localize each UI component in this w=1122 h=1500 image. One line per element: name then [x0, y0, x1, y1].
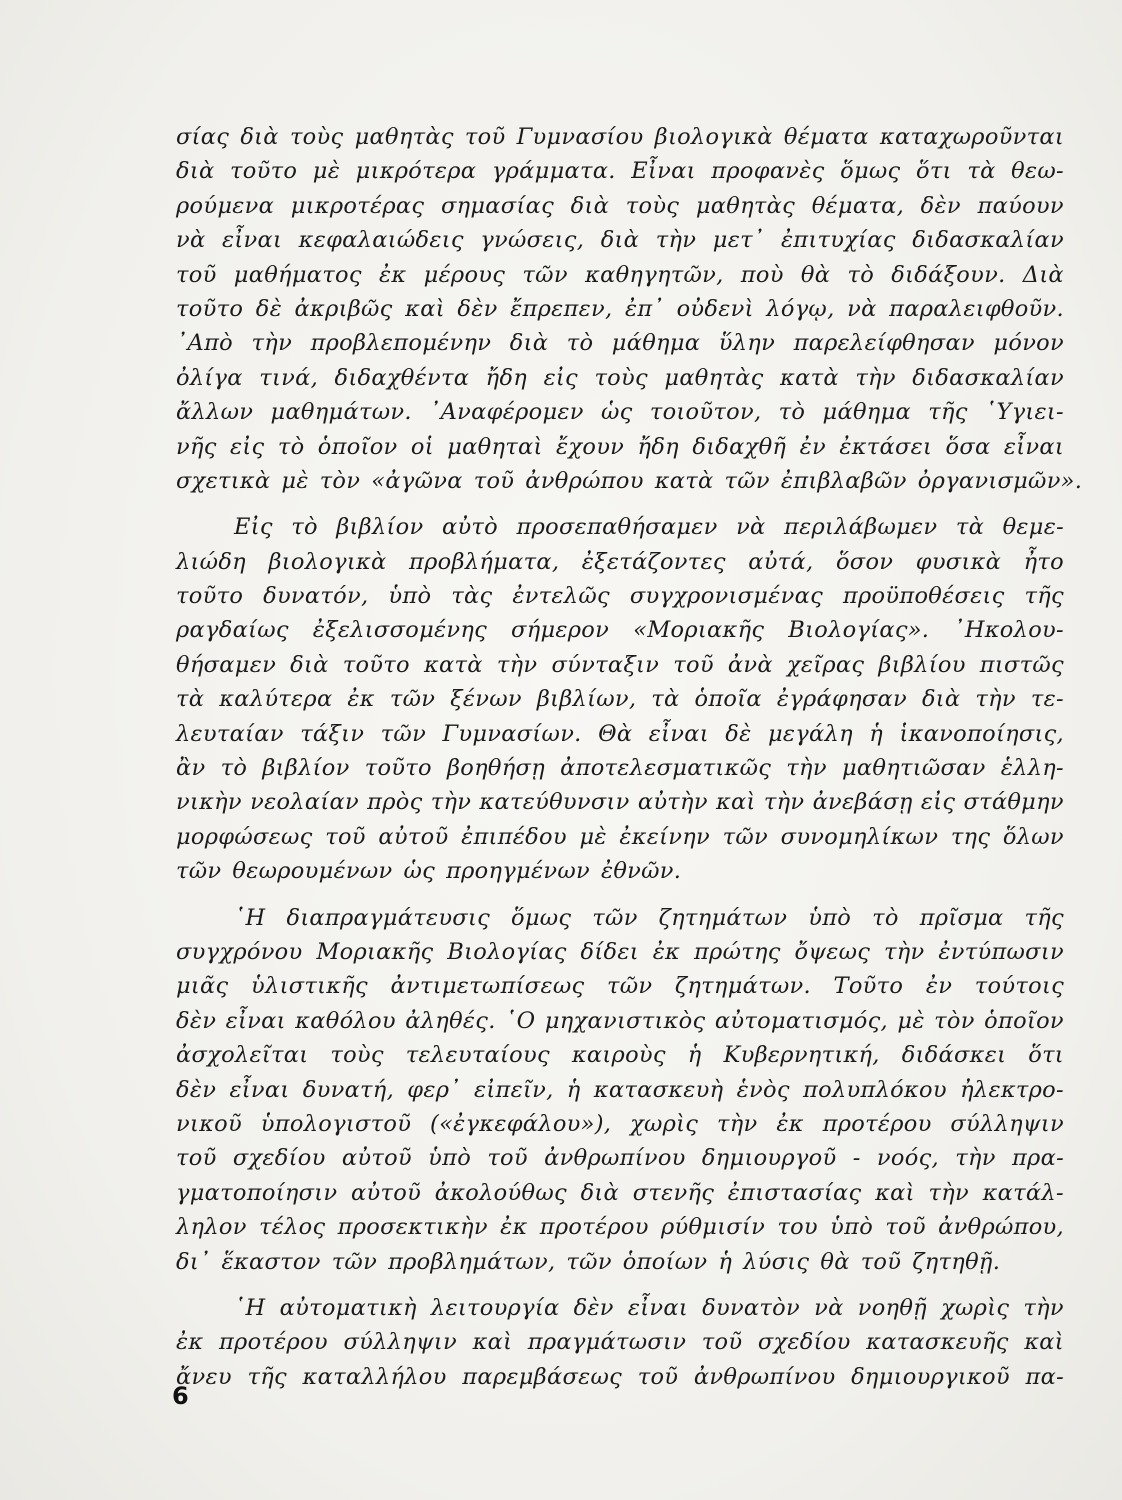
paragraph-gap: [176, 889, 1064, 901]
text-line: νικοῦ ὑπολογιστοῦ («ἐγκεφάλου»), χωρὶς τὴν ἐκ προτέρου σύλληψιν: [176, 1110, 1064, 1137]
text-line: τὰ καλύτερα ἐκ τῶν ξένων βιβλίων, τὰ ὁποῖα ἐγράφησαν διὰ τὴν τε-: [176, 686, 1064, 713]
text-line: θήσαμεν διὰ τοῦτο κατὰ τὴν σύνταξιν τοῦ ἀνὰ χεῖρας βιβλίου πιστῶς: [176, 651, 1064, 678]
paragraph-gap: [176, 498, 1064, 510]
text-line: λευταίαν τάξιν τῶν Γυμνασίων. Θὰ εἶναι δὲ μεγάλη ἡ ἱκανοποίησις,: [176, 720, 1064, 747]
text-line: ρούμενα μικροτέρας σημασίας διὰ τοὺς μαθητὰς θέματα, δὲν παύουν: [176, 192, 1064, 219]
text-line: διὰ τοῦτο μὲ μικρότερα γράμματα. Εἶναι προφανὲς ὅμως ὅτι τὰ θεω-: [176, 158, 1064, 185]
text-line: ῾Η αὐτοματικὴ λειτουργία δὲν εἶναι δυνατὸν νὰ νοηθῇ χωρὶς τὴν: [234, 1294, 1064, 1321]
paragraph: [176, 1291, 1064, 1394]
text-line: τῶν θεωρουμένων ὡς προηγμένων ἐθνῶν.: [176, 858, 682, 885]
text-line: τοῦτο δὲ ἀκριβῶς καὶ δὲν ἔπρεπεν, ἐπ᾿ οὐδενὶ λόγῳ, νὰ παραλειφθοῦν.: [176, 295, 1064, 322]
paragraph: [176, 901, 1064, 1279]
text-line: ληλον τέλος προσεκτικὴν ἐκ προτέρου ρύθμισίν του ὑπὸ τοῦ ἀνθρώπου,: [176, 1214, 1064, 1241]
text-line: δι᾿ ἕκαστον τῶν προβλημάτων, τῶν ὁποίων ἡ λύσις θὰ τοῦ ζητηθῇ.: [176, 1248, 1001, 1275]
text-line: νῆς εἰς τὸ ὁποῖον οἱ μαθηταὶ ἔχουν ἤδη διδαχθῆ ἐν ἐκτάσει ὅσα εἶναι: [176, 433, 1064, 460]
text-line: ἂν τὸ βιβλίον τοῦτο βοηθήσῃ ἀποτελεσματικῶς τὴν μαθητιῶσαν ἑλλη-: [176, 755, 1064, 782]
body-text: [176, 120, 1083, 1394]
text-line: τοῦ μαθήματος ἐκ μέρους τῶν καθηγητῶν, ποὺ θὰ τὸ διδάξουν. Διὰ: [176, 261, 1064, 288]
text-line: τοῦτο δυνατόν, ὑπὸ τὰς ἐντελῶς συγχρονισμένας προϋποθέσεις τῆς: [176, 583, 1064, 610]
text-line: ραγδαίως ἐξελισσομένης σήμερον «Μοριακῆς Βιολογίας». ᾿Ηκολου-: [176, 617, 1064, 644]
text-line: ᾿Απὸ τὴν προβλεπομένην διὰ τὸ μάθημα ὕλην παρελείφθησαν μόνον: [176, 330, 1064, 357]
text-line: νὰ εἶναι κεφαλαιώδεις γνώσεις, διὰ τὴν μετ᾿ ἐπιτυχίας διδασκαλίαν: [176, 227, 1064, 254]
text-line: λιώδη βιολογικὰ προβλήματα, ἐξετάζοντες αὐτά, ὅσον φυσικὰ ἦτο: [176, 548, 1064, 575]
text-line: γματοποίησιν αὐτοῦ ἀκολούθως διὰ στενῆς ἐπιστασίας καὶ τὴν κατάλ-: [176, 1179, 1064, 1206]
text-line: δὲν εἶναι δυνατή, φερ᾿ εἰπεῖν, ἡ κατασκευὴ ἑνὸς πολυπλόκου ἠλεκτρο-: [176, 1076, 1064, 1103]
text-line: ἄνευ τῆς καταλλήλου παρεμβάσεως τοῦ ἀνθρωπίνου δημιουργικοῦ πα-: [176, 1363, 1064, 1390]
text-line: ἀσχολεῖται τοὺς τελευταίους καιροὺς ἡ Κυβερνητική, διδάσκει ὅτι: [176, 1042, 1064, 1069]
text-line: μιᾶς ὑλιστικῆς ἀντιμετωπίσεως τῶν ζητημάτων. Τοῦτο ἐν τούτοις: [176, 973, 1064, 1000]
text-line: νικὴν νεολαίαν πρὸς τὴν κατεύθυνσιν αὐτὴν καὶ τὴν ἀνεβάσῃ εἰς στάθμην: [176, 789, 1064, 816]
text-line: Εἰς τὸ βιβλίον αὐτὸ προσεπαθήσαμεν νὰ περιλάβωμεν τὰ θεμε-: [234, 514, 1064, 541]
page-number: 6: [172, 1382, 189, 1410]
text-line: ὀλίγα τινά, διδαχθέντα ἤδη εἰς τοὺς μαθητὰς κατὰ τὴν διδασκαλίαν: [176, 364, 1064, 391]
text-line: συγχρόνου Μοριακῆς Βιολογίας δίδει ἐκ πρώτης ὄψεως τὴν ἐντύπωσιν: [176, 938, 1064, 965]
text-line: ῾Η διαπραγμάτευσις ὅμως τῶν ζητημάτων ὑπὸ τὸ πρῖσμα τῆς: [234, 904, 1064, 931]
text-line: μορφώσεως τοῦ αὐτοῦ ἐπιπέδου μὲ ἐκείνην τῶν συνομηλίκων της ὅλων: [176, 823, 1064, 850]
text-line: δὲν εἶναι καθόλου ἀληθές. ῾Ο μηχανιστικὸς αὐτοματισμός, μὲ τὸν ὁποῖον: [176, 1007, 1064, 1034]
text-line: τοῦ σχεδίου αὐτοῦ ὑπὸ τοῦ ἀνθρωπίνου δημιουργοῦ - νοός, τὴν πρα-: [176, 1145, 1064, 1172]
paragraph-gap: [176, 1279, 1064, 1291]
paragraph: [176, 120, 1083, 498]
text-line: σχετικὰ μὲ τὸν «ἀγῶνα τοῦ ἀνθρώπου κατὰ τῶν ἐπιβλαβῶν ὀργανισμῶν».: [176, 467, 1083, 494]
text-line: ἐκ προτέρου σύλληψιν καὶ πραγμάτωσιν τοῦ σχεδίου κατασκευῆς καὶ: [176, 1329, 1064, 1356]
text-line: ἄλλων μαθημάτων. ᾿Αναφέρομεν ὡς τοιοῦτον, τὸ μάθημα τῆς ῾Υγιει-: [176, 399, 1064, 426]
text-line: σίας διὰ τοὺς μαθητὰς τοῦ Γυμνασίου βιολογικὰ θέματα καταχωροῦνται: [176, 124, 1064, 150]
paragraph: [176, 510, 1064, 888]
